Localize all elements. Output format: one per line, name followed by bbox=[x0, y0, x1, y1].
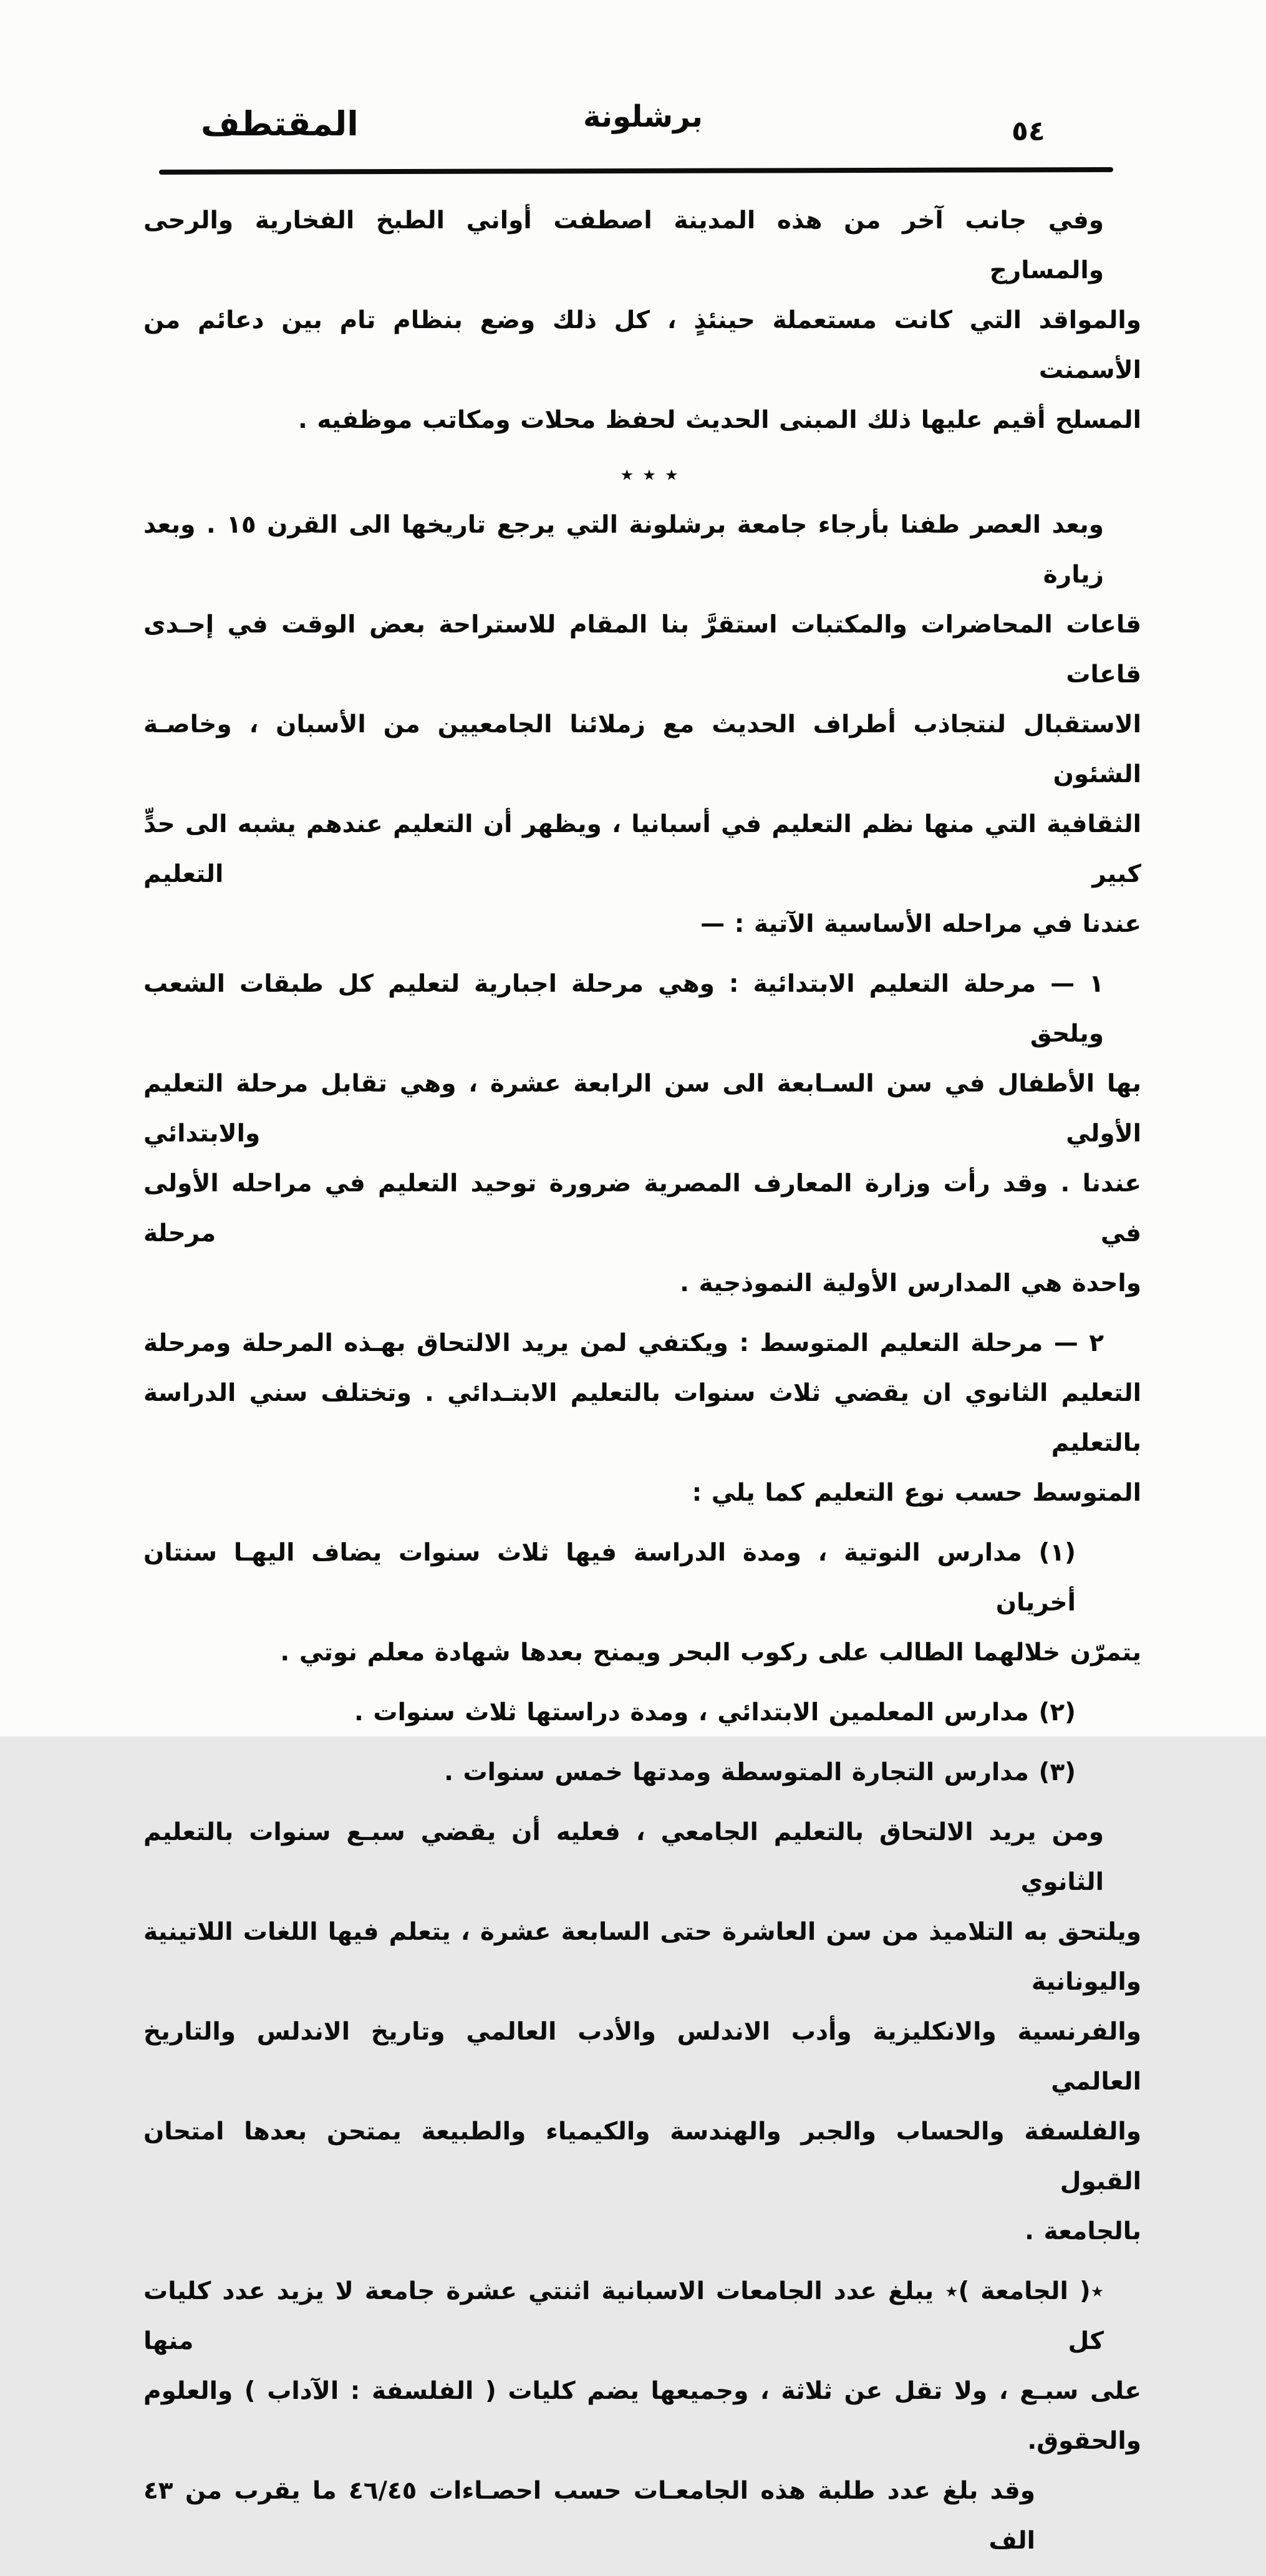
text-line: وفي جانب آخر من هذه المدينة اصطفت أواني الطبخ الفخارية والرحى والمسارج bbox=[143, 206, 1104, 284]
text-line: ١ — مرحلة التعليم الابتدائية : وهي مرحلة اجبارية لتعليم كل طبقات الشعب ويلحق bbox=[143, 970, 1104, 1048]
text-line: والفلسفة والحساب والجبر والهندسة والكيمياء والطبيعة يمتحن بعدها امتحان القبول bbox=[143, 2118, 1141, 2196]
text-line: (١) مدارس النوتية ، ومدة الدراسة فيها ثلاث سنوات يضاف اليهـا سنتان أخريان bbox=[143, 1539, 1076, 1617]
text-line: يتمرّن خلالهما الطالب على ركوب البحر ويمنح بعدها شهادة معلم نوتي . bbox=[280, 1639, 1141, 1667]
text-line: (٢) مدارس المعلمين الابتدائي ، ومدة دراستها ثلاث سنوات . bbox=[354, 1698, 1076, 1726]
text-line: قاعات المحاضرات والمكتبات استقرَّ بنا المقام للاستراحة بعض الوقت في إحـدى قاعات bbox=[143, 611, 1141, 689]
text-line: والمواقد التي كانت مستعملة حينئذٍ ، كل ذلك وضع بنظام تام بين دعائم من الأسمنت bbox=[143, 306, 1141, 384]
text-line: المتوسط حسب نوع التعليم كما يلي : bbox=[692, 1479, 1141, 1507]
text-line: الثقافية التي منها نظم التعليم في أسبانيا ، ويظهر أن التعليم عندهم يشبه الى حدٍّ كبير التعليم bbox=[143, 810, 1141, 888]
text-line: بالجامعة . bbox=[1025, 2217, 1141, 2245]
paragraph-secondary-education bbox=[143, 1808, 1141, 2257]
text-line: ٢ — مرحلة التعليم المتوسط : ويكتفي لمن يريد الالتحاق بهـذه المرحلة ومرحلة bbox=[143, 1329, 1104, 1357]
paragraph-stage-2-intermediate bbox=[143, 1319, 1141, 1518]
article-body bbox=[143, 196, 1141, 2566]
text-line: المسلح أقيم عليها ذلك المبنى الحديث لحفظ محلات ومكاتب موظفيه . bbox=[298, 406, 1141, 434]
page-number: ٥٤ bbox=[1012, 115, 1045, 147]
text-line: وبعد العصر طفنا بأرجاء جامعة برشلونة التي يرجع تاريخها الى القرن ١٥ . وبعد زيارة bbox=[143, 511, 1104, 589]
text-line: واحدة هي المدارس الأولية النموذجية . bbox=[680, 1269, 1141, 1297]
text-line: ويلتحق به التلاميذ من سن العاشرة حتى السابعة عشرة ، يتعلم فيها اللغات اللاتينية واليونانية bbox=[143, 1918, 1141, 1996]
text-line: على سبـع ، ولا تقل عن ثلاثة ، وجميعها يضم كليات ( الفلسفة : الآداب ) والعلوم والحقوق. bbox=[143, 2377, 1141, 2455]
text-line: عندنا في مراحله الأساسية الآتية : — bbox=[700, 910, 1141, 938]
list-item-commerce-schools bbox=[143, 1748, 1141, 1798]
paragraph-university-visit bbox=[143, 500, 1141, 949]
magazine-title: المقتطف bbox=[201, 104, 359, 143]
text-line: ٭( الجامعة )٭ يبلغ عدد الجامعات الاسبانية اثنتي عشرة جامعة لا يزيد عدد كليات كل منها bbox=[143, 2277, 1104, 2355]
paragraph-stage-1-primary bbox=[143, 959, 1141, 1309]
page-header bbox=[143, 90, 1141, 168]
article-title: برشلونة bbox=[583, 99, 703, 134]
paragraph-intro bbox=[143, 196, 1141, 445]
text-line: الاستقبال لنتجاذب أطراف الحديث مع زملائنا الجامعيين من الأسبان ، وخاصـة الشئون bbox=[143, 710, 1141, 788]
list-item-teachers-schools bbox=[143, 1688, 1141, 1738]
section-separator-stars: ٭ ٭ ٭ bbox=[620, 460, 679, 489]
text-line: ومن يريد الالتحاق بالتعليم الجامعي ، فعليه أن يقضي سبـع سنوات بالتعليم الثانوي bbox=[143, 1818, 1104, 1896]
text-line: عندنا . وقد رأت وزارة المعارف المصرية ضرورة توحيد التعليم في مراحله الأولى في مرحلة bbox=[143, 1169, 1141, 1247]
paragraph-universities bbox=[143, 2267, 1141, 2566]
text-line: والفرنسية والانكليزية وأدب الاندلس والأدب العالمي وتاريخ الاندلس والتاريخ العالمي bbox=[143, 2018, 1141, 2096]
text-line: التعليم الثانوي ان يقضي ثلاث سنوات بالتعليم الابتـدائي . وتختلف سني الدراسة بالتعليم bbox=[143, 1379, 1141, 1457]
text-line: (٣) مدارس التجارة المتوسطة ومدتها خمس سنوات . bbox=[444, 1758, 1076, 1786]
text-line: وقد بلغ عدد طلبة هذه الجامعـات حسب احصـاءات ٤٦/٤٥ ما يقرب من ٤٣ الف bbox=[143, 2477, 1035, 2555]
page-content bbox=[143, 0, 1141, 2576]
list-item-naval-schools bbox=[143, 1528, 1141, 1678]
text-line: بها الأطفال في سن السـابعة الى سن الرابعة عشرة ، وهي تقابل مرحلة التعليم الأولي والابتدائي bbox=[143, 1070, 1141, 1148]
